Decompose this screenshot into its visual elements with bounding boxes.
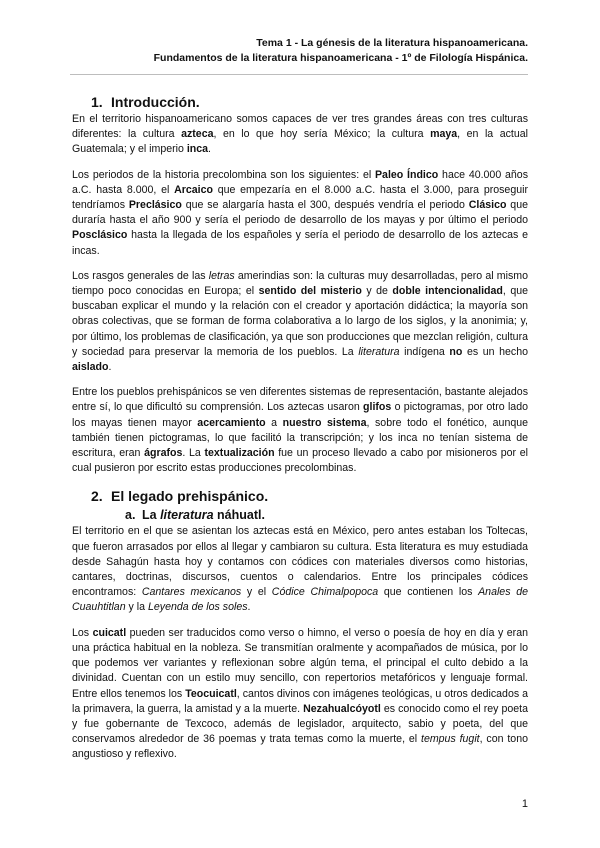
document-body — [72, 92, 528, 773]
paragraph-cuicatl: Los cuicatl pueden ser traducidos como verso o himno, el verso o poesía de hoy en día y eran una práctica habitual en la nobleza. Se transmitían oralmente y acompañados de música, por lo que podemos ver variantes y reflexionan sobre algún tema, el principal el culto debido a la divinidad. Cuentan con un estilo muy sencillo, con repertorios metafóricos y lenguaje formal. Entre ellos tenemos los Teocuicatl, cantos divinos con imágenes teológicas, u otros dedicados a la primavera, la guerra, la amistad y a la muerte. Nezahualcóyotl es conocido como el rey poeta y fue gobernante de Texcoco, además de legislador, arquitecto, sabio y poeta, del que conservamos alrededor de 36 poemas y trata temas como la muerte, el tempus fugit, con tono angustioso y reflexivo. — [72, 626, 528, 761]
section-title: El legado prehispánico. — [111, 488, 269, 505]
paragraph-aztecas: El territorio en el que se asientan los aztecas está en México, pero antes estaban los Toltecas, que fueron arrasados por ellos al llegar y cambiaron su cultura. Esta literatura es muy estudiada desde Sahagún hasta hoy y contamos con códices con materiales diversos como historias, cantares, doctrinas, discursos, cuentos o calendarios. Entre los principales códices encontramos: Cantares mexicanos y el Códice Chimalpopoca que contienen los Anales de Cuauhtitlan y la Leyenda de los soles. — [72, 525, 528, 614]
section-number: 2. — [91, 488, 103, 505]
section-number: 1. — [91, 94, 103, 110]
paragraph-sistemas-representacion: Entre los pueblos prehispánicos se ven diferentes sistemas de representación, bastante alejados entre sí, lo que dificultó su comprensión. Los aztecas usaron glifos o pictogramas, por otro lado los mayas tienen mayor acercamiento a nuestro sistema, sobre todo el fonético, aunque también tienen pictogramas, lo que facilitó la transcripción; y los inca no tenían sistema de escritura, eran ágrafos. La textualización fue un proceso llevado a cabo por misioneros por el cual pusieron por escrito estas producciones precolombinas. — [72, 386, 529, 475]
page-number: 1 — [521, 798, 528, 810]
paragraph-periodos: Los periodos de la historia precolombina son los siguientes: el Paleo Índico hace 40.000 años a.C. hasta 8.000, el Arcaico que empezaría en el 8.000 a.C. hasta el 3.000, para proseguir tendríamos Preclásico que se alargaría hasta el 300, después vendría el periodo Clásico que duraría hasta el año 900 y sería el periodo de desarrollo de los mayas y por último el periodo Posclásico hasta la llegada de los españoles y sería el periodo de desarrollo de los aztecas e incas. — [72, 168, 528, 257]
paragraph-areas-culturales: En el territorio hispanoamericano somos capaces de ver tres grandes áreas con tres culturas diferentes: la cultura azteca, en lo que hoy sería México; la cultura maya, en la actual Guatemala; y el imperio inca. — [72, 113, 528, 156]
paragraph-rasgos-generales: Los rasgos generales de las letras amerindias son: la culturas muy desarrolladas, pero al mismo tiempo poco conocidas en Europa; el sentido del misterio y de doble intencionalidad, que buscaban explicar el mundo y la relación con el creador y aportación didáctica; la mayoría son obras colectivas, que se forman de forma colaborativa a lo largo de los siglos, y la anonimia; y, por último, los problemas de clasificación, ya que son producciones que mezclan religión, cultura y sociedad para preservar la memoria de los pueblos. La literatura indígena no es un hecho aislado. — [72, 269, 528, 374]
section-heading-legado — [91, 486, 528, 506]
section-heading-introduccion — [91, 92, 528, 112]
subsection-letter: a. — [125, 508, 136, 523]
header-divider — [70, 74, 528, 75]
header-line-1: Tema 1 - La génesis de la literatura hispanoamericana. — [256, 37, 528, 49]
page-header — [70, 36, 528, 66]
section-title: Introducción. — [111, 94, 200, 110]
subsection-heading-nahuatl: a. La literatura náhuatl. — [125, 508, 265, 523]
header-line-2: Fundamentos de la literatura hispanoamericana - 1º de Filología Hispánica. — [153, 52, 528, 64]
